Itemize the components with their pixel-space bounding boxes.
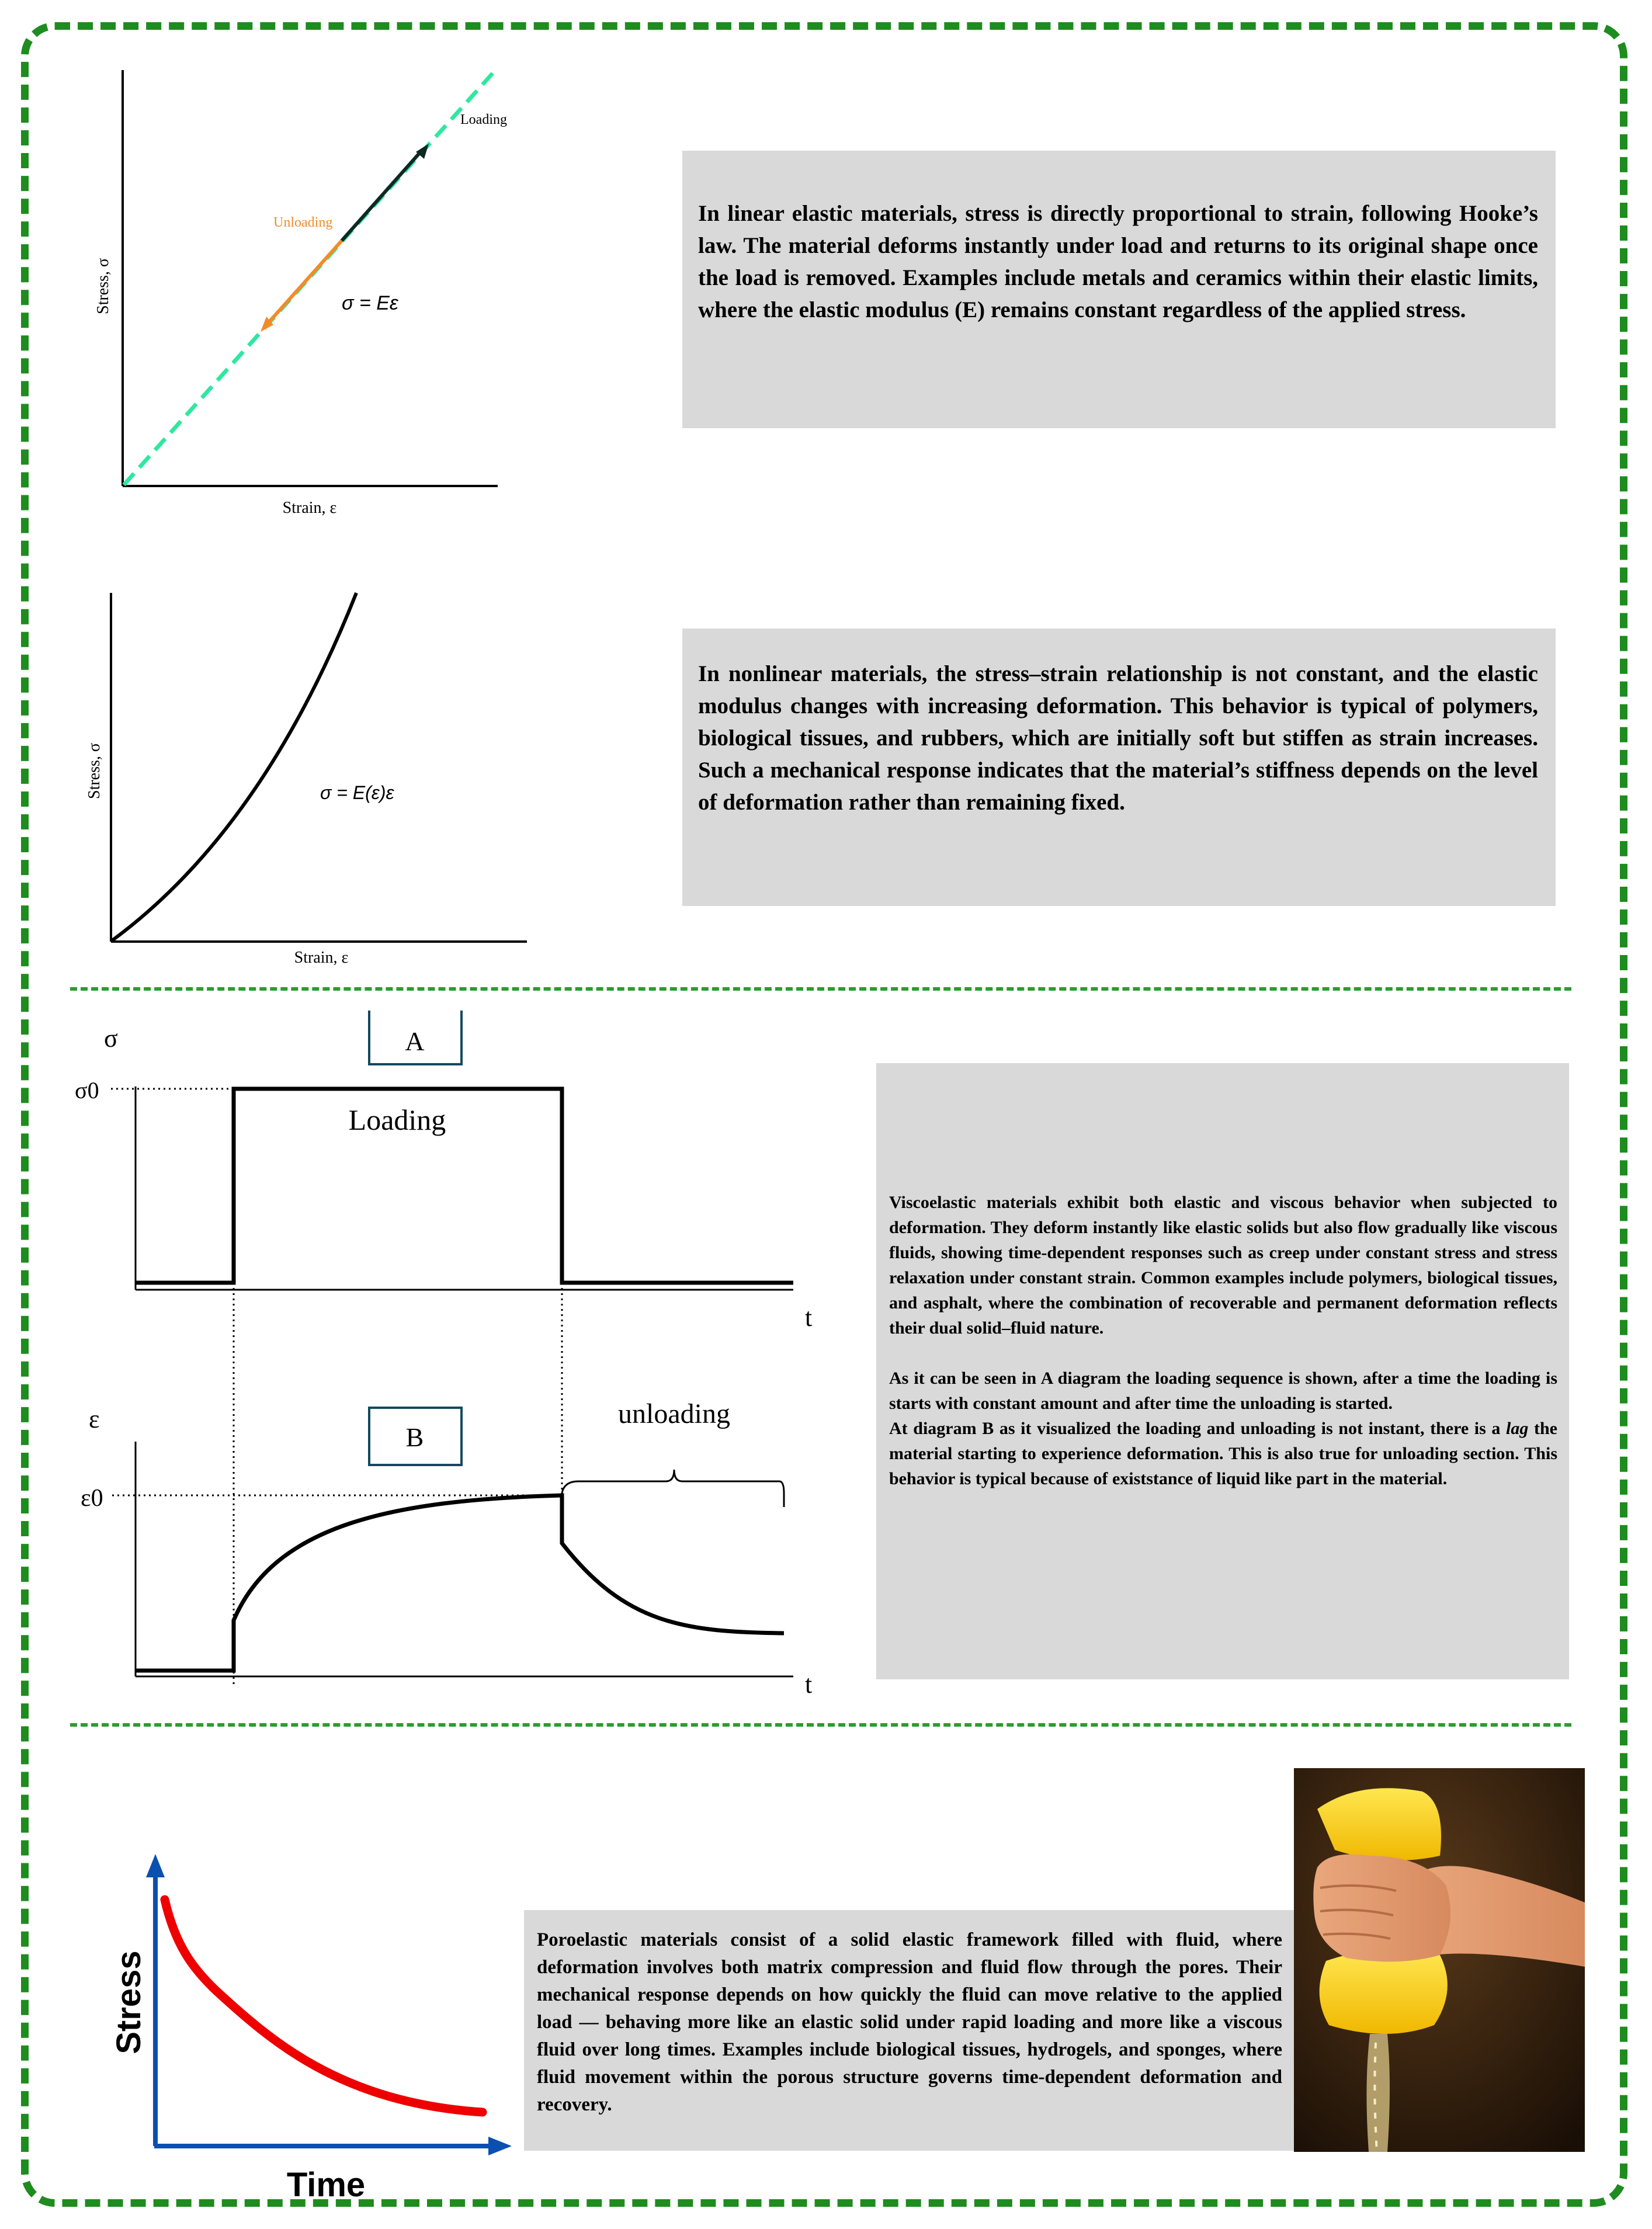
sponge-squeeze-photo [1294,1768,1585,2152]
equation-label: σ = E(ε)ε [320,782,394,803]
paragraph-3-start: At diagram B as it visualized the loading and unloading is not instant, there is a [889,1419,1507,1438]
sigma0-label: σ0 [75,1077,99,1103]
unloading-label: Unloading [273,215,333,230]
unloading-brace [562,1470,784,1507]
nonlinear-stress-curve [112,593,356,940]
equation-label: σ = Eε [342,292,398,314]
viscoelastic-paragraph-2: As it can be seen in A diagram the loading sequence is shown, after a time the loading is starts with constant amount and after time the unloading is started. [889,1369,1557,1413]
poroelastic-stress-relaxation-figure [93,1846,526,2208]
loading-step-curve [136,1089,793,1283]
unloading-segment [268,241,342,324]
viscoelastic-text-box [876,1063,1569,1679]
lag-term: lag [1506,1419,1529,1438]
diagram-b [81,1398,812,1699]
x-axis-arrowhead [488,2137,512,2155]
sponge-illustration [1294,1768,1585,2152]
viscoelastic-paragraph-1: Viscoelastic materials exhibit both elastic and viscous behavior when subjected to deformation. They deform instantly like elastic solids but also flow gradually like viscous fluids, showing time-dependent responses such as creep under constant stress and stress relaxation under constant strain. Common examples include polymers, biological tissues, and asphalt, where the combination of recoverable and permanent deformation reflects their dual solid–fluid nature. [889,1193,1557,1338]
nonlinear-text-box [682,629,1556,906]
nonlinear-figure [76,584,543,981]
paragraph-3-end: the material starting to experience deformation. This is also true for unloading section. This behavior is typical because of existstance of liquid like part in the material. [889,1419,1558,1488]
y-axis-label: Stress, σ [94,258,112,314]
section-divider-1 [70,987,1571,991]
viscoelastic-paragraph-3 [889,1416,1557,1491]
linear-elastic-description: In linear elastic materials, stress is directly proportional to strain, following Hooke’s law. The material deforms instantly under load and returns to its original shape once the load is removed. Examples include metals and ceramics within their elastic limits, where the elastic modulus (E) remains constant regardless of the applied stress. [698,201,1538,322]
section-divider-2 [70,1723,1571,1727]
stress-relaxation-curve [165,1900,483,2112]
linear-elastic-text-box [682,151,1556,428]
diagram-a-y-label: σ [104,1024,118,1053]
unloading-label: unloading [618,1398,730,1429]
loading-label: Loading [348,1103,446,1136]
y-axis-arrowhead [146,1854,165,1877]
loading-segment [342,152,421,241]
viscoelastic-diagrams [64,1011,835,1706]
nonlinear-description: In nonlinear materials, the stress–strain relationship is not constant, and the elastic modulus changes with increasing deformation. This behavior is typical of polymers, biological tissues, and rubbers, which are initially soft but stiffen as strain increases. Such a mechanical response indicates that the material’s stiffness depends on the level of deformation rather than remaining fixed. [698,661,1538,815]
sponge-bottom [1320,1950,1448,2034]
poroelastic-text-box [524,1910,1294,2151]
epsilon0-label: ε0 [81,1485,103,1512]
water-stream [1366,2034,1390,2152]
x-axis-label: Strain, ε [294,949,349,967]
diagram-b-label: B [405,1422,424,1452]
y-axis-label: Stress [110,1950,148,2054]
diagram-b-x-label: t [805,1670,813,1699]
x-axis-label: Time [286,2166,366,2204]
linear-elastic-figure [82,53,549,520]
diagram-a-x-label: t [805,1303,813,1332]
poroelastic-description: Poroelastic materials consist of a solid elastic framework filled with fluid, where deformation involves both matrix compression and fluid flow through the pores. Their mechanical response depends on how quickly the fluid can move relative to the applied load — behaving more like an elastic solid under rapid loading and more like a viscous fluid over long times. Examples include biological tissues, hydrogels, and sponges, where fluid movement within the porous structure governs time-dependent deformation and recovery. [537,1929,1282,2115]
diagram-a [75,1011,812,1332]
diagram-a-label: A [405,1026,425,1056]
diagram-b-y-label: ε [89,1405,100,1433]
y-axis-label: Stress, σ [85,743,103,799]
x-axis-label: Strain, ε [282,499,337,517]
loading-label: Loading [460,112,507,127]
sponge-top [1317,1788,1441,1860]
